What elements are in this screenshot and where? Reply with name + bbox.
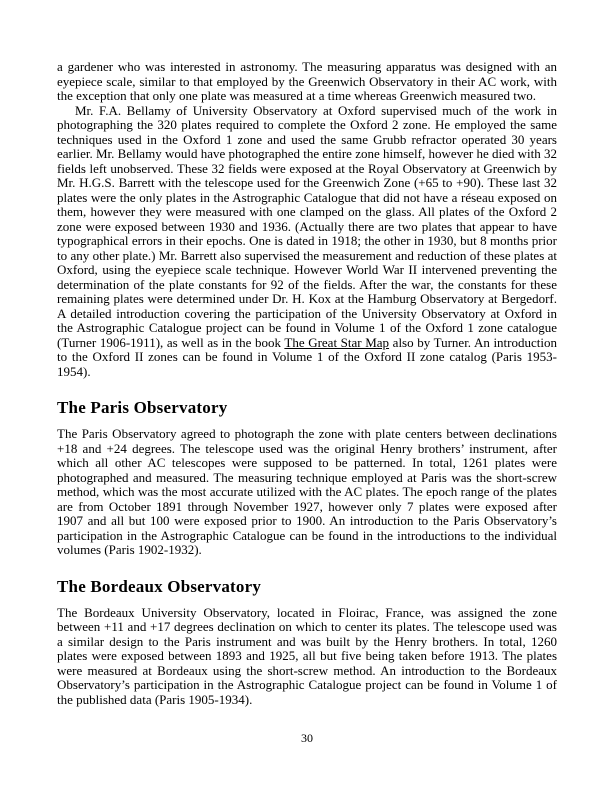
oxford-paragraph-text-after-book-title: also by Turner. An introduction to the Oxford II zones can be found in Volume 1 of the Oxford II zone catalog (Paris 1953-1954). (57, 334, 557, 379)
paragraph-oxford-2-zone (57, 104, 557, 380)
page-number: 30 (301, 731, 313, 745)
paragraph-bordeaux-observatory: The Bordeaux University Observatory, located in Floirac, France, was assigned the zone between +11 and +17 degrees declination on which to center its plates. The telescope used was a similar design to the Paris instrument and was built by the Henry brothers. In total, 1260 plates were exposed between 1893 and 1925, all but five being taken before 1913. The plates were measured at Bordeaux using the short-screw method. An introduction to the Bordeaux Observatory’s participation in the Astrographic Catalogue project can be found in Volume 1 of the published data (Paris 1905-1934). (57, 604, 557, 707)
section-heading-bordeaux-observatory: The Bordeaux Observatory (57, 576, 262, 596)
text-block (57, 60, 557, 707)
paragraph-continuation: a gardener who was interested in astronomy. The measuring apparatus was designed with an eyepiece scale, similar to that employed by the Greenwich Observatory in their AC work, with the exception that only one plate was measured at a time whereas Greenwich measured two. (57, 59, 557, 103)
section-heading-paris-observatory: The Paris Observatory (57, 398, 228, 417)
book-title-the-great-star-map: The Great Star Map (284, 334, 390, 350)
paragraph-paris-observatory: The Paris Observatory agreed to photograph the zone with plate centers between declinations +18 and +24 degrees. The telescope used was the original Henry brothers’ instrument, after which all other AC telescopes were supposed to be patterned. In total, 1261 plates were photographed and measured. The measuring technique employed at Paris was the short-screw method, which was the most accurate utilized with the AC plates. The epoch range of the plates are from October 1891 through November 1927, however only 7 plates were exposed after 1907 and all but 100 were exposed prior to 1900. An introduction to the Paris Observatory’s participation in the Astrographic Catalogue can be found in the introductions to the individual volumes (Paris 1902-1932). (57, 426, 557, 557)
oxford-paragraph-text-before-book-title: Mr. F.A. Bellamy of University Observatory at Oxford supervised much of the work in photographing the 320 plates required to complete the Oxford 2 zone. He employed the same techniques used in the Oxford 1 zone and used the same Grubb refractor operated 30 years earlier. Mr. Bellamy would have photographed the entire zone himself, however he died with 32 fields left unobserved. These 32 fields were exposed at the Royal Observatory at Greenwich by Mr. H.G.S. Barrett with the telescope used for the Greenwich Zone (+65 to +90). These last 32 plates were the only plates in the Astrographic Catalogue that did not have a réseau exposed on them, however they were measured with one clamped on the glass. All plates of the Oxford 2 zone were exposed between 1930 and 1936. (Actually there are two plates that appear to have typographical errors in their epochs. One is dated in 1918; the other in 1930, but 8 months prior to any other plate.) Mr. Barrett also supervised the measurement and reduction of these plates at Oxford, using the eyepiece scale technique. However World War II intervened preventing the determination of the plate constants for 92 of the fields. After the war, the constants for these remaining plates were determined under Dr. H. Kox at the Hamburg Observatory at Bergedorf. A detailed introduction covering the participation of the University Observatory at Oxford in the Astrographic Catalogue project can be found in Volume 1 of the Oxford 1 zone catalogue (Turner 1906-1911), as well as in the book (57, 102, 557, 350)
